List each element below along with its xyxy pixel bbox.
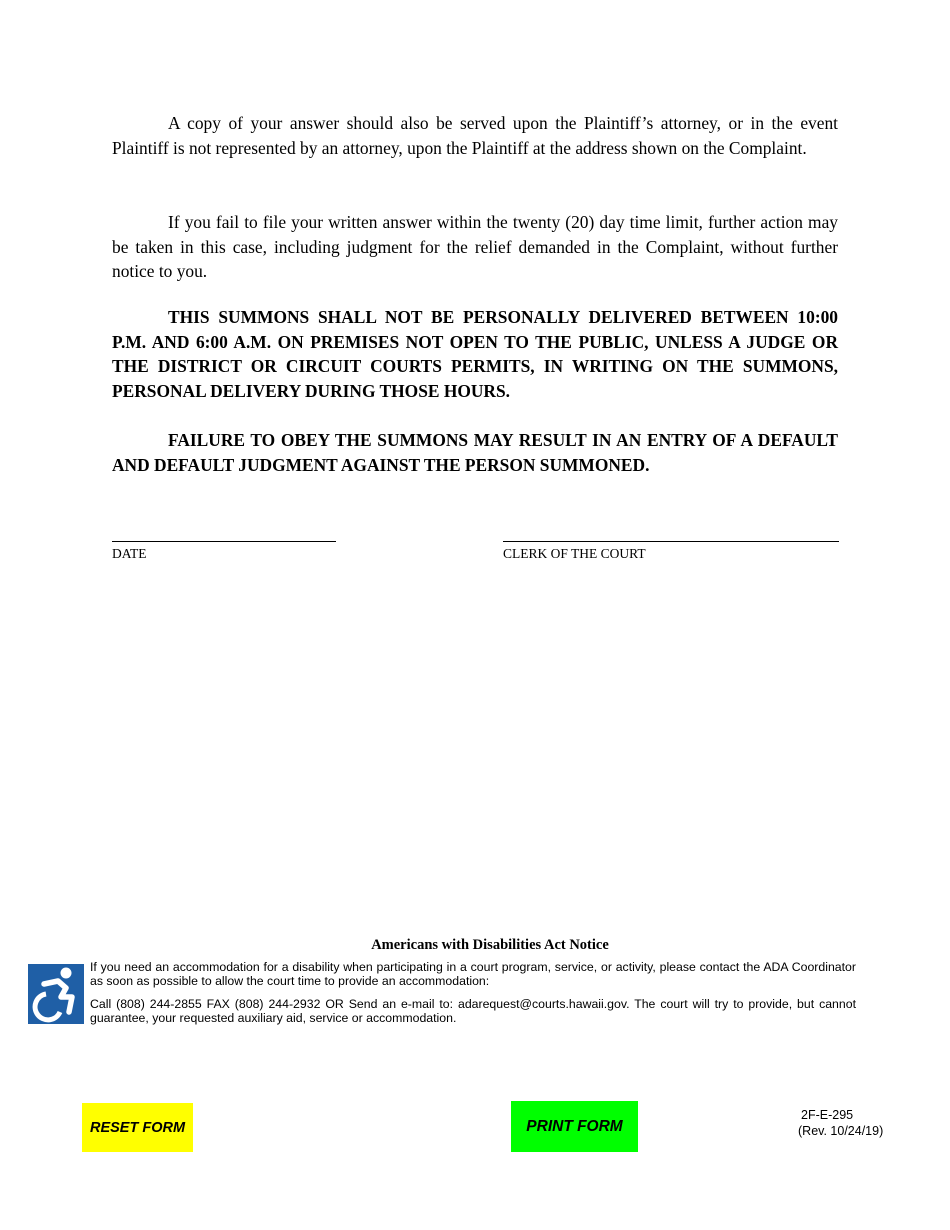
date-label: DATE <box>112 546 147 561</box>
form-identifier <box>798 1107 883 1139</box>
ada-notice-title: Americans with Disabilities Act Notice <box>371 937 609 953</box>
ada-notice-phone-text: Call (808) 244-2855 FAX (808) 244-2932 OR Send an e-mail to: adarequest@courts.hawaii.gov. The court will try to provide, but cannot guarantee, your requested auxiliary aid, service or accommodation. <box>90 997 856 1025</box>
reset-form-button[interactable]: RESET FORM <box>82 1103 193 1152</box>
form-number: 2F-E-295 <box>801 1108 854 1122</box>
answer-service-paragraph: A copy of your answer should also be served upon the Plaintiff’s attorney, or in the event Plaintiff is not represented by an attorney, upon the Plaintiff at the address shown on the Complaint. <box>112 113 838 158</box>
ada-notice-contact-text: If you need an accommodation for a disability when participating in a court program, service, or activity, please contact the ADA Coordinator as soon as possible to allow the court time to provide an accommodation: <box>90 960 856 988</box>
form-revision: (Rev. 10/24/19) <box>798 1124 884 1138</box>
clerk-label: CLERK OF THE COURT <box>503 546 646 561</box>
delivery-hours-warning: THIS SUMMONS SHALL NOT BE PERSONALLY DELIVERED BETWEEN 10:00 P.M. AND 6:00 A.M. ON PREMISES NOT OPEN TO THE PUBLIC, UNLESS A JUDGE OR THE DISTRICT OR CIRCUIT COURTS PERMITS, IN WRITING ON THE SUMMONS, PERSONAL DELIVERY DURING THOSE HOURS. <box>112 307 838 401</box>
failure-to-answer-paragraph: If you fail to file your written answer within the twenty (20) day time limit, further action may be taken in this case, including judgment for the relief demanded in the Complaint, without further notice to you. <box>112 212 838 281</box>
print-form-button[interactable]: PRINT FORM <box>511 1101 638 1152</box>
date-signature-line <box>112 541 336 542</box>
default-judgment-warning: FAILURE TO OBEY THE SUMMONS MAY RESULT IN AN ENTRY OF A DEFAULT AND DEFAULT JUDGMENT AGAINST THE PERSON SUMMONED. <box>112 430 838 475</box>
clerk-signature-line <box>503 541 839 542</box>
accessibility-icon <box>28 964 84 1024</box>
